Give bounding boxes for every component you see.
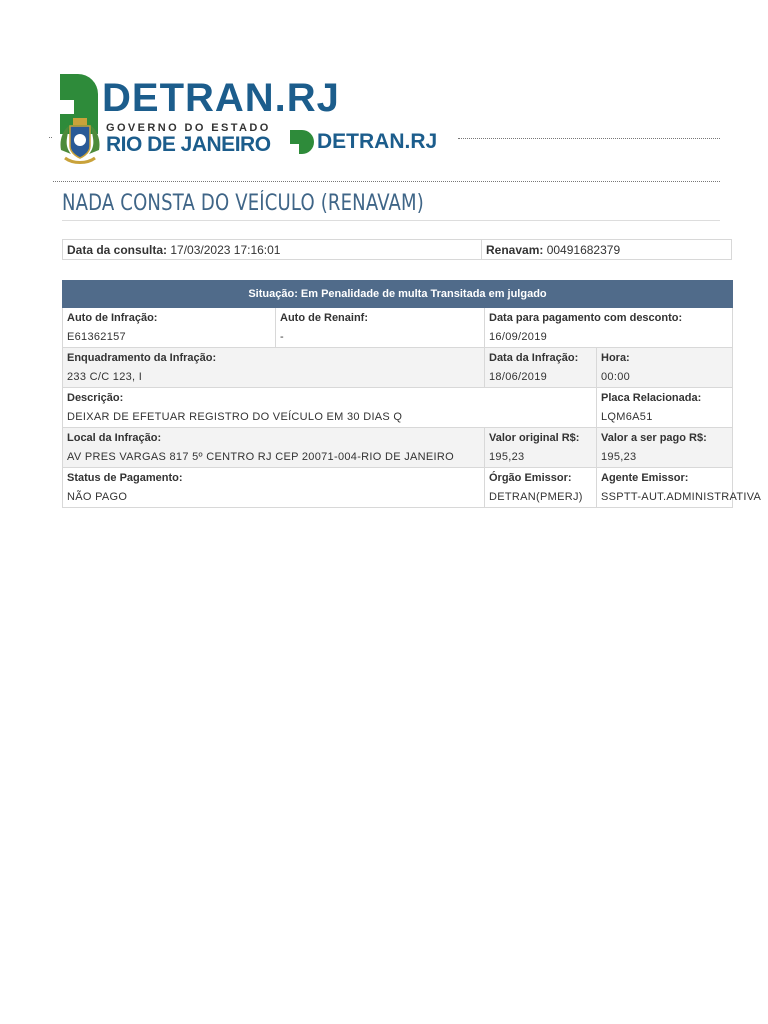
valor-pago-value: 195,23: [601, 451, 637, 463]
detran-logo-text: DETRAN.RJ: [102, 76, 340, 120]
gov-bottom-text: RIO DE JANEIRO: [106, 133, 271, 156]
auto-infracao-cell: [63, 308, 276, 348]
local-cell: [63, 428, 485, 468]
government-logo: [106, 122, 281, 156]
valor-original-value: 195,23: [489, 451, 525, 463]
table-row: [63, 468, 733, 508]
detran-logo-small: [290, 128, 450, 156]
situacao-header: Situação: Em Penalidade de multa Transitada em julgado: [63, 281, 733, 308]
placa-value: LQM6A51: [601, 411, 653, 423]
consulta-info-table: [62, 239, 732, 260]
data-pagamento-label: Data para pagamento com desconto:: [489, 312, 683, 324]
enquadramento-cell: [63, 348, 485, 388]
auto-infracao-label: Auto de Infração:: [67, 312, 158, 324]
consulta-date-label: Data da consulta:: [67, 242, 168, 257]
data-infracao-value: 18/06/2019: [489, 371, 548, 383]
orgao-cell: [485, 468, 597, 508]
hora-value: 00:00: [601, 371, 631, 383]
placa-label: Placa Relacionada:: [601, 392, 702, 404]
situacao-row: [63, 281, 733, 308]
gov-top-text: GOVERNO DO ESTADO: [106, 122, 271, 134]
enquadramento-label: Enquadramento da Infração:: [67, 352, 217, 364]
detran-small-mark-icon: [290, 130, 314, 154]
divider-tick: [49, 137, 52, 138]
local-label: Local da Infração:: [67, 432, 162, 444]
local-value: AV PRES VARGAS 817 5º CENTRO RJ CEP 20071-004-RIO DE JANEIRO: [67, 451, 454, 463]
auto-renainf-value: -: [280, 331, 284, 343]
coat-of-arms-icon: [57, 116, 103, 168]
valor-pago-cell: [597, 428, 733, 468]
data-pagamento-value: 16/09/2019: [489, 331, 548, 343]
valor-pago-label: Valor a ser pago R$:: [601, 432, 707, 444]
agente-value: SSPTT-AUT.ADMINISTRATIVA: [601, 491, 762, 503]
detran-logo-large: [60, 74, 340, 120]
page-title: NADA CONSTA DO VEÍCULO (RENAVAM): [62, 191, 424, 216]
descricao-label: Descrição:: [67, 392, 124, 404]
title-rule: [62, 220, 720, 221]
orgao-label: Órgão Emissor:: [489, 472, 572, 484]
valor-original-cell: [485, 428, 597, 468]
status-value: NÃO PAGO: [67, 491, 128, 503]
agente-label: Agente Emissor:: [601, 472, 689, 484]
consulta-date-value: 17/03/2023 17:16:01: [170, 242, 281, 257]
status-cell: [63, 468, 485, 508]
table-row: [63, 428, 733, 468]
descricao-cell: [63, 388, 597, 428]
detran-small-logo-text: DETRAN.RJ: [317, 130, 438, 153]
data-pagamento-cell: [485, 308, 733, 348]
data-infracao-label: Data da Infração:: [489, 352, 579, 364]
descricao-value: DEIXAR DE EFETUAR REGISTRO DO VEÍCULO EM 30 DIAS Q: [67, 411, 403, 423]
infraction-table: [62, 280, 762, 508]
header-divider: [458, 138, 720, 139]
renavam-value: 00491682379: [546, 242, 621, 257]
title-divider: [53, 181, 720, 182]
placa-cell: [597, 388, 733, 428]
renavam-label: Renavam:: [486, 242, 544, 257]
hora-label: Hora:: [601, 352, 630, 364]
table-row: [63, 308, 733, 348]
valor-original-label: Valor original R$:: [489, 432, 580, 444]
auto-infracao-value: E61362157: [67, 331, 126, 343]
agente-cell: [597, 468, 762, 508]
enquadramento-value: 233 C/C 123, I: [67, 371, 143, 383]
status-label: Status de Pagamento:: [67, 472, 183, 484]
auto-renainf-label: Auto de Renainf:: [280, 312, 368, 324]
auto-renainf-cell: [276, 308, 485, 348]
table-row: [63, 348, 733, 388]
consulta-info-row: [63, 240, 732, 260]
orgao-value: DETRAN(PMERJ): [489, 491, 583, 503]
hora-cell: [597, 348, 733, 388]
data-infracao-cell: [485, 348, 597, 388]
table-row: [63, 388, 733, 428]
renavam-cell: [482, 240, 732, 260]
consulta-date-cell: [63, 240, 482, 260]
